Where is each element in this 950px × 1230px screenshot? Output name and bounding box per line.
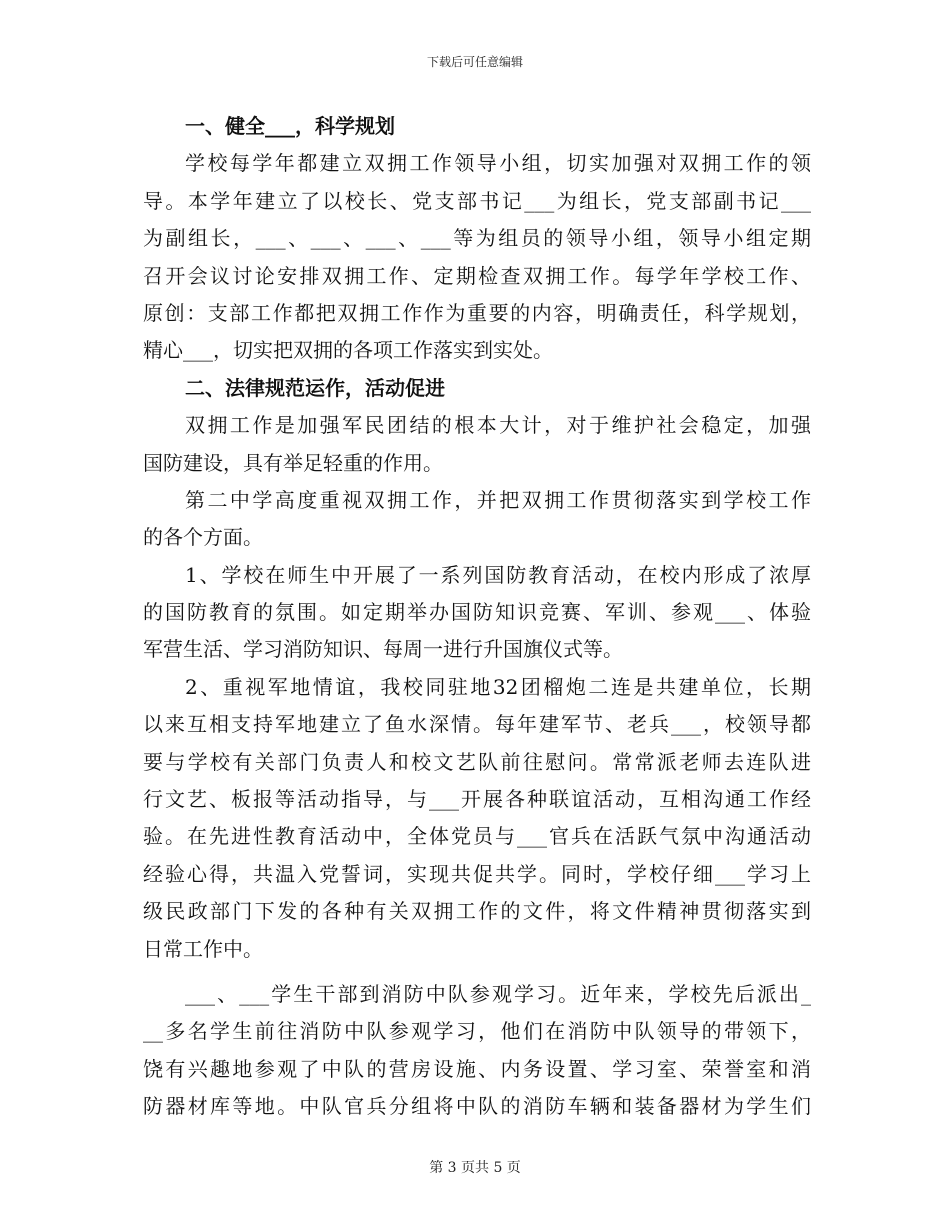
text-line: 饶有兴趣地参观了中队的营房设施、内务设置、学习室、荣誉室和消 (143, 1056, 811, 1081)
text-line: 防器材库等地。中队官兵分组将中队的消防车辆和装备器材为学生们 (143, 1094, 811, 1119)
text-line: 以来互相支持军地建立了鱼水深情。每年建军节、老兵___，校领导都 (143, 712, 811, 737)
text-line: 原创：支部工作都把双拥工作作为重要的内容，明确责任，科学规划， (143, 300, 811, 325)
text-line: 1、学校在师生中开展了一系列国防教育活动，在校内形成了浓厚 (185, 562, 811, 587)
text-line: 级民政部门下发的各种有关双拥工作的文件，将文件精神贯彻落实到 (143, 899, 811, 924)
text-line: 的国防教育的氛围。如定期举办国防知识竞赛、军训、参观___、体验 (143, 600, 811, 625)
section-heading (143, 108, 811, 145)
text-line: 一、健全___，科学规划 (185, 114, 395, 138)
text-line: 第二中学高度重视双拥工作，并把双拥工作贯彻落实到学校工作 (185, 487, 811, 512)
text-line: 2、重视军地情谊，我校同驻地32团榴炮二连是共建单位，长期 (185, 674, 811, 699)
page-header: 下载后可任意编辑 (426, 55, 523, 69)
paragraph (143, 482, 811, 557)
text-line: 行文艺、板报等活动指导，与___开展各种联谊活动，互相沟通工作经 (143, 787, 811, 812)
text-line: 军营生活、学习消防知识、每周一进行升国旗仪式等。 (143, 637, 623, 662)
text-line: 国防建设，具有举足轻重的作用。 (143, 450, 443, 475)
text-line: 为副组长，___、___、___、___等为组员的领导小组，领导小组定期 (143, 226, 811, 251)
paragraph (143, 976, 811, 1126)
paragraph (143, 557, 811, 669)
text-line: 双拥工作是加强军民团结的根本大计，对于维护社会稳定，加强 (185, 413, 811, 438)
text-line: ___、___学生干部到消防中队参观学习。近年来，学校先后派出_ (185, 981, 811, 1006)
document-body (143, 108, 811, 1126)
text-line: 导。本学年建立了以校长、党支部书记___为组长，党支部副书记___ (143, 188, 811, 213)
text-line: __多名学生前往消防中队参观学习，他们在消防中队领导的带领下， (143, 1019, 811, 1044)
text-line: 要与学校有关部门负责人和校文艺队前往慰问。常常派老师去连队进 (143, 749, 811, 774)
text-line: 召开会议讨论安排双拥工作、定期检查双拥工作。每学年学校工作、 (143, 263, 811, 288)
text-line: 学校每学年都建立双拥工作领导小组，切实加强对双拥工作的领 (185, 151, 811, 176)
text-line: 经验心得，共温入党誓词，实现共促共学。同时，学校仔细___学习上 (143, 861, 811, 886)
section-heading (143, 370, 811, 407)
paragraph (143, 407, 811, 482)
page-footer: 第 3 页共 5 页 (429, 1160, 521, 1176)
text-line: 的各个方面。 (143, 525, 263, 550)
text-line: 日常工作中。 (143, 936, 263, 961)
text-line: 精心___，切实把双拥的各项工作落实到实处。 (143, 338, 553, 363)
paragraph (143, 669, 811, 968)
text-line: 验。在先进性教育活动中，全体党员与___官兵在活跃气氛中沟通活动 (143, 824, 811, 849)
paragraph (143, 145, 811, 369)
text-line: 二、法律规范运作，活动促进 (185, 375, 445, 400)
